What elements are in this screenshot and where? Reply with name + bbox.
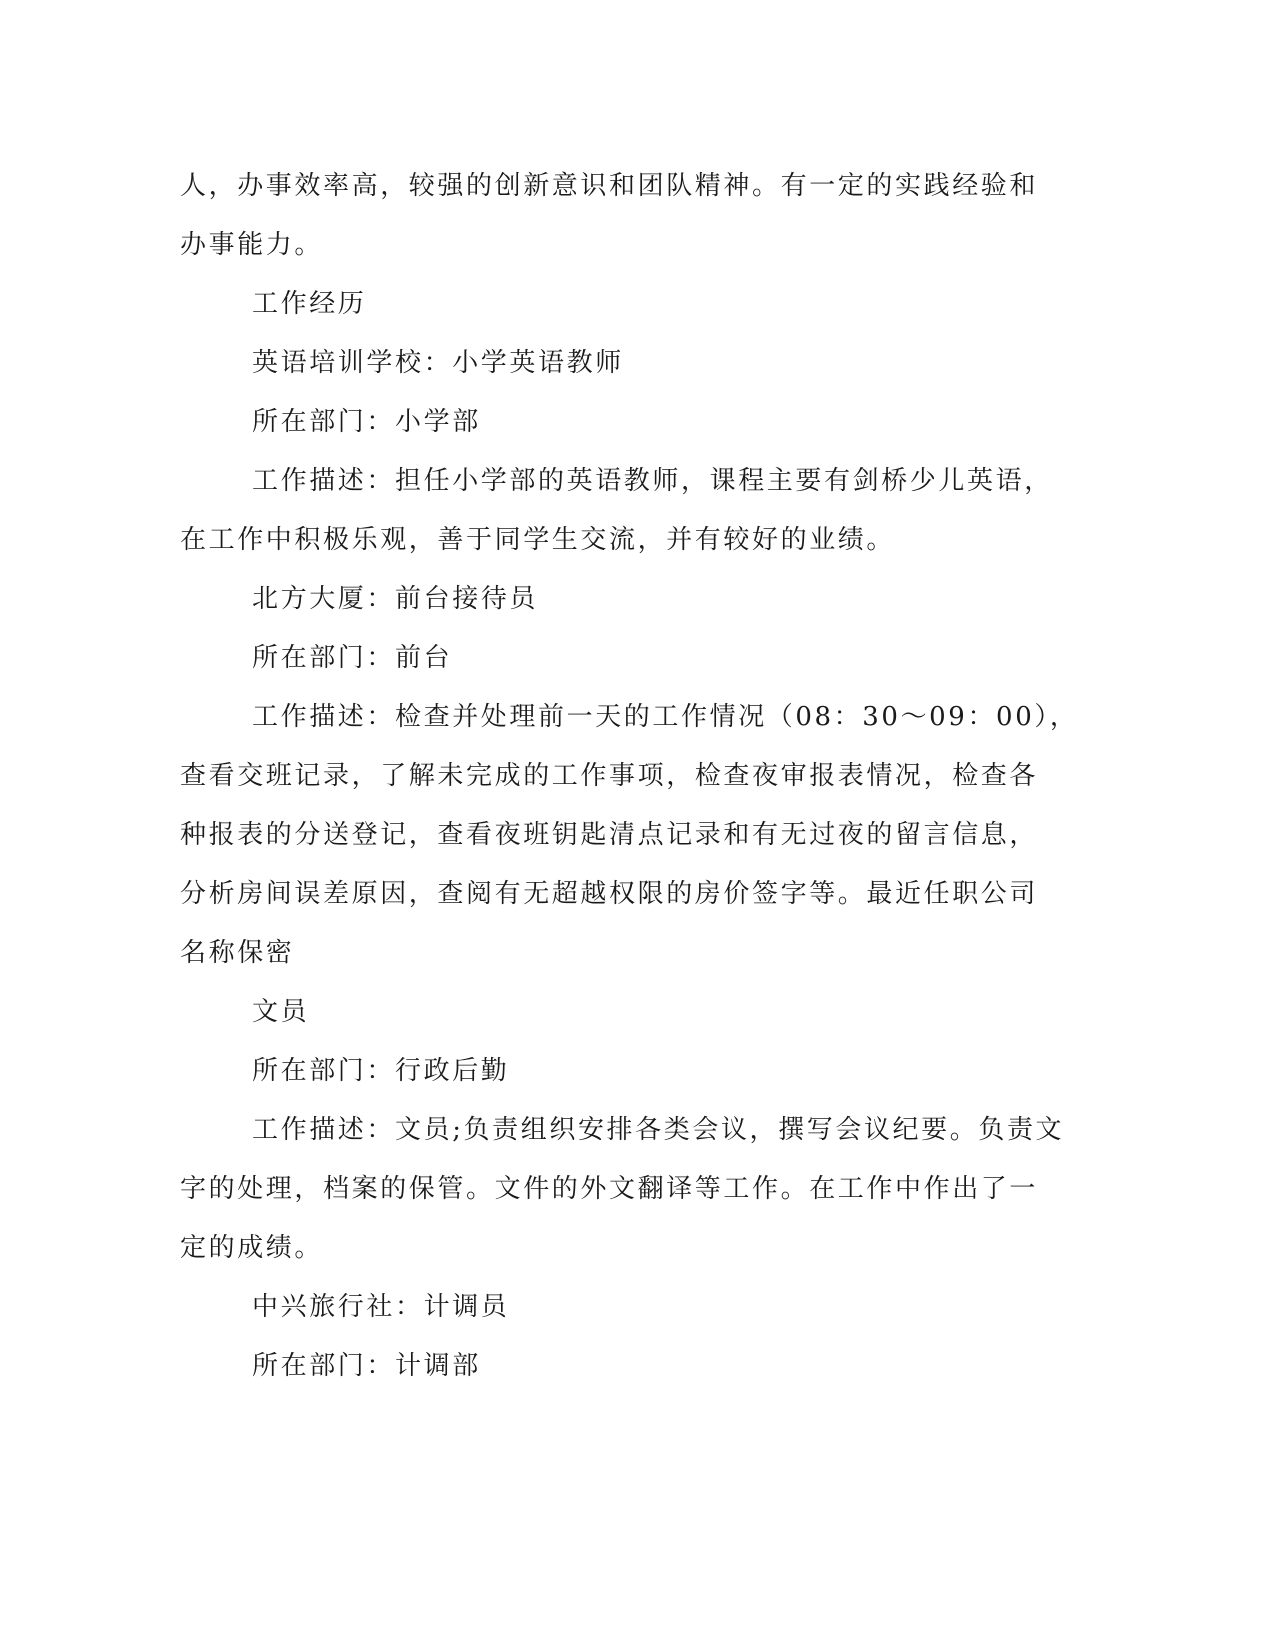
document-body [180,157,1079,1396]
text-line: 种报表的分送登记，查看夜班钥匙清点记录和有无过夜的留言信息， [180,820,1039,850]
job-description-line: 工作描述：检查并处理前一天的工作情况（08：30～09：00）， [252,702,1079,732]
text-line: 在工作中积极乐观，善于同学生交流，并有较好的业绩。 [180,525,896,555]
text-line: 分析房间误差原因，查阅有无超越权限的房价签字等。最近任职公司 [180,879,1039,909]
text-line: 办事能力。 [180,230,324,260]
text-line: 字的处理，档案的保管。文件的外文翻译等工作。在工作中作出了一 [180,1174,1039,1204]
job-title-line: 北方大厦：前台接待员 [252,584,539,614]
department-line: 所在部门：行政后勤 [252,1056,510,1086]
job-title-line: 文员 [252,997,310,1027]
text-line: 名称保密 [180,938,295,968]
text-line: 查看交班记录，了解未完成的工作事项，检查夜审报表情况，检查各 [180,761,1039,791]
text-line: 人，办事效率高，较强的创新意识和团队精神。有一定的实践经验和 [180,171,1039,201]
job-title-line: 英语培训学校：小学英语教师 [252,348,624,378]
department-line: 所在部门：计调部 [252,1351,481,1381]
department-line: 所在部门：小学部 [252,407,481,437]
job-title-line: 中兴旅行社：计调员 [252,1292,510,1322]
department-line: 所在部门：前台 [252,643,453,673]
job-description-line: 工作描述：担任小学部的英语教师，课程主要有剑桥少儿英语， [252,466,1053,496]
text-line: 定的成绩。 [180,1233,324,1263]
job-description-line: 工作描述：文员;负责组织安排各类会议，撰写会议纪要。负责文 [252,1115,1065,1145]
section-heading-work-history: 工作经历 [252,289,367,319]
